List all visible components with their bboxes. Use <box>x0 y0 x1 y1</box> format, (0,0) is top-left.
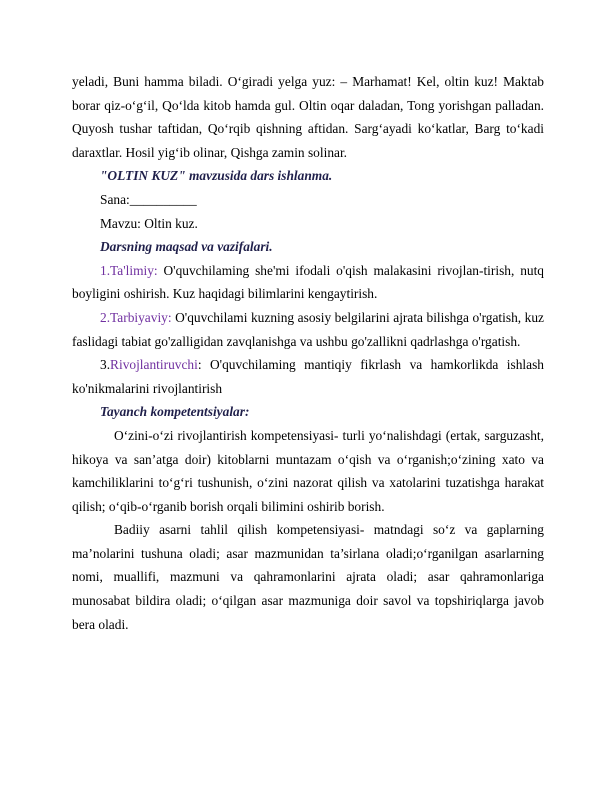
lesson-title: "OLTIN KUZ" mavzusida dars ishlanma. <box>100 168 333 184</box>
goal-text: O'quvchilaming she'mi ifodali o'qish malakasini rivojlan-tirish, nutq boyligini oshirish. Kuz haqidagi bilimlarini kengaytirish. <box>72 262 544 302</box>
topic-line: Mavzu: Oltin kuz. <box>100 215 198 231</box>
competency-literary-analysis: Badiiy asarni tahlil qilish kompetensiyasi- matndagi so‘z va gaplarning ma’nolarini tushuna oladi; asar mazmunidan ta’sirlana oladi;o‘rganilgan asarlarning nomi, muallifi, mazmuni va qahramonlarini ajrata oladi; asar qahramonlariga munosabat bildira oladi; o‘qilgan asar mazmuniga doir savol va topshiriqlarga javob bera oladi. <box>72 522 544 632</box>
goal-label: 1.Ta'limiy: <box>100 262 158 278</box>
document-page <box>72 70 544 636</box>
goal-text: O'quvchilami kuzning asosiy belgilarini ajrata bilishga o'rgatish, kuz faslidagi tabiat go'zalligidan zavqlanishga va ushbu go'zallikni qadrlashga o'rgatish. <box>72 309 544 349</box>
goals-heading: Darsning maqsad va vazifalari. <box>100 239 273 255</box>
goal-text: : O'quvchilaming mantiqiy fikrlash va hamkorlikda ishlash ko'nikmalarini rivojlantirish <box>72 357 544 396</box>
goal-developmental <box>72 353 544 400</box>
goal-label: 2.Tarbiyaviy: <box>100 309 172 325</box>
competency-self-development: O‘zini-o‘zi rivojlantirish kompetensiyasi- turli yo‘nalishdagi (ertak, sarguzasht, hikoya va san’atga doir) kitoblarni muntazam o‘qish va o‘rganish;o‘zining xato va kamchiliklarini to‘g‘ri tushunish, o‘zini nazorat qilish va xatolarini tuzatishga harakat qilish; o‘qib-o‘rganib borish orqali bilimini oshirib borish. <box>72 427 544 514</box>
goal-educational <box>72 259 544 306</box>
goal-upbringing <box>72 306 544 353</box>
date-line: Sana:__________ <box>100 191 197 207</box>
poem-paragraph: yeladi, Buni hamma biladi. O‘giradi yelga yuz: – Marhamat! Kel, oltin kuz! Maktab borar qiz-o‘g‘il, Qo‘lda kitob hamda gul. Oltin oqar daladan, Tong yorishgan palladan. Quyosh tushar taftidan, Qo‘rqib qishning aftidan. Sarg‘ayadi ko‘katlar, Barg to‘kadi daraxtlar. Hosil yig‘ib olinar, Qishga zamin solinar. <box>72 74 544 160</box>
competencies-heading: Tayanch kompetentsiyalar: <box>100 404 250 420</box>
goal-label: Rivojlantiruvchi <box>110 357 198 373</box>
goal-number: 3. <box>100 357 111 373</box>
